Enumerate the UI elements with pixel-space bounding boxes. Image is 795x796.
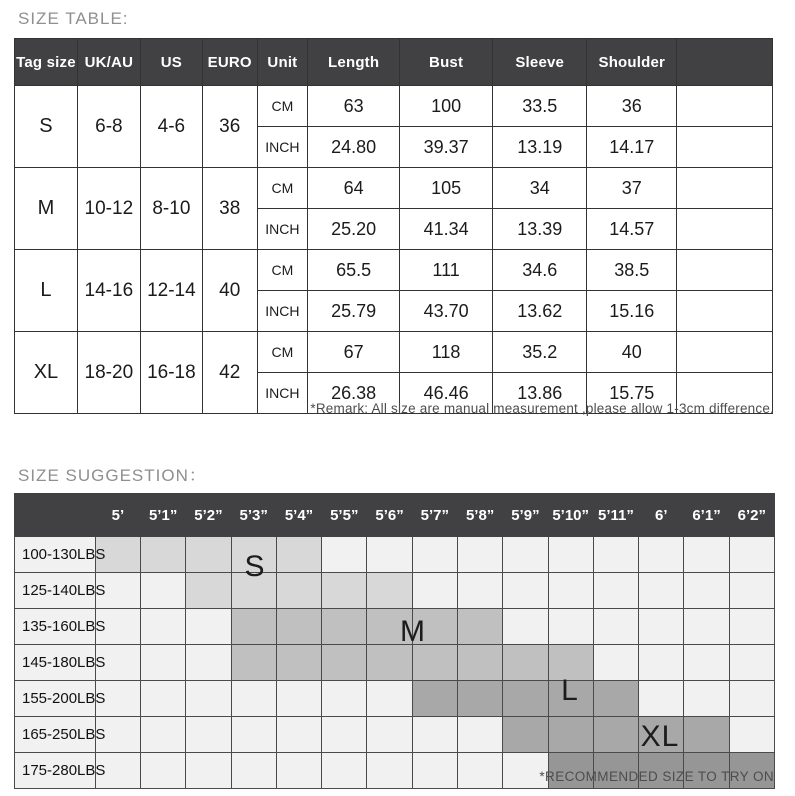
measurement-cell: 25.20	[308, 209, 400, 250]
empty-cell	[677, 168, 773, 209]
measurement-cell: 46.46	[400, 373, 493, 414]
empty-matrix-cell	[186, 645, 231, 681]
measurement-cell: 100	[400, 86, 493, 127]
size-table-column-header: Tag size	[15, 39, 78, 86]
size-region-cell-l	[503, 681, 548, 717]
measurement-cell: 14.57	[587, 209, 677, 250]
size-table-column-header: Shoulder	[587, 39, 677, 86]
measurement-cell: 13.39	[493, 209, 587, 250]
us-cell: 12-14	[140, 250, 202, 332]
empty-matrix-cell	[367, 537, 412, 573]
size-region-cell-m	[503, 645, 548, 681]
size-table-column-header: Sleeve	[493, 39, 587, 86]
empty-matrix-cell	[322, 717, 367, 753]
empty-matrix-cell	[231, 753, 276, 789]
size-region-cell-s	[367, 573, 412, 609]
suggestion-row	[15, 537, 775, 573]
weight-range-label: 100-130LBS	[15, 537, 96, 573]
empty-cell	[677, 127, 773, 168]
empty-matrix-cell	[729, 609, 774, 645]
empty-matrix-cell	[457, 537, 502, 573]
empty-matrix-cell	[367, 681, 412, 717]
size-suggestion-heading: SIZE SUGGESTION：	[18, 466, 207, 485]
empty-matrix-cell	[141, 609, 186, 645]
measurement-cell: 41.34	[400, 209, 493, 250]
size-region-cell-s	[276, 537, 321, 573]
suggestion-row	[15, 609, 775, 645]
height-column-header: 5’6”	[367, 494, 412, 537]
measurement-cell: 40	[587, 332, 677, 373]
size-region-cell-s	[276, 573, 321, 609]
size-table-heading: SIZE TABLE:	[18, 9, 129, 28]
empty-matrix-cell	[186, 681, 231, 717]
empty-cell	[677, 250, 773, 291]
measurement-cell: 39.37	[400, 127, 493, 168]
weight-range-label: 165-250LBS	[15, 717, 96, 753]
measurement-cell: 34.6	[493, 250, 587, 291]
weight-range-label: 135-160LBS	[15, 609, 96, 645]
empty-matrix-cell	[503, 537, 548, 573]
measurement-cell: 105	[400, 168, 493, 209]
empty-cell	[677, 86, 773, 127]
empty-matrix-cell	[412, 753, 457, 789]
measurement-cell: 118	[400, 332, 493, 373]
measurement-cell: 13.19	[493, 127, 587, 168]
empty-matrix-cell	[503, 609, 548, 645]
tag-size-cell: XL	[15, 332, 78, 414]
height-column-header: 5’7”	[412, 494, 457, 537]
empty-matrix-cell	[186, 717, 231, 753]
height-column-header: 5’3”	[231, 494, 276, 537]
measurement-cell: 15.16	[587, 291, 677, 332]
unit-cm-cell: CM	[257, 332, 308, 373]
size-region-cell-m	[367, 645, 412, 681]
empty-matrix-cell	[729, 573, 774, 609]
tag-size-cell: L	[15, 250, 78, 332]
size-table-column-header	[677, 39, 773, 86]
empty-matrix-cell	[639, 609, 684, 645]
measurement-cell: 111	[400, 250, 493, 291]
euro-cell: 42	[202, 332, 257, 414]
size-region-letter-xl: XL	[640, 720, 680, 753]
empty-matrix-cell	[457, 753, 502, 789]
euro-cell: 40	[202, 250, 257, 332]
measurement-cell: 13.86	[493, 373, 587, 414]
size-region-cell-m	[322, 645, 367, 681]
empty-matrix-cell	[412, 717, 457, 753]
empty-cell	[677, 291, 773, 332]
size-region-cell-l	[412, 681, 457, 717]
height-column-header: 5’	[95, 494, 140, 537]
size-region-cell-s	[322, 573, 367, 609]
measurement-cell: 65.5	[308, 250, 400, 291]
weight-range-label: 145-180LBS	[15, 645, 96, 681]
empty-matrix-cell	[548, 537, 593, 573]
measurement-cell: 15.75	[587, 373, 677, 414]
empty-matrix-cell	[729, 681, 774, 717]
suggestion-row	[15, 681, 775, 717]
empty-matrix-cell	[276, 681, 321, 717]
size-region-letter-m: M	[400, 615, 426, 648]
euro-cell: 36	[202, 86, 257, 168]
empty-matrix-cell	[412, 573, 457, 609]
empty-matrix-cell	[141, 645, 186, 681]
size-table-column-header: US	[140, 39, 202, 86]
empty-matrix-cell	[684, 609, 729, 645]
unit-cm-cell: CM	[257, 250, 308, 291]
unit-cm-cell: CM	[257, 86, 308, 127]
empty-matrix-cell	[141, 681, 186, 717]
size-region-cell-l	[548, 717, 593, 753]
uk-au-cell: 6-8	[77, 86, 140, 168]
height-column-header: 5’8”	[457, 494, 502, 537]
empty-matrix-cell	[141, 717, 186, 753]
size-region-cell-m	[276, 645, 321, 681]
size-region-cell-l	[503, 717, 548, 753]
size-region-cell-m	[231, 609, 276, 645]
empty-matrix-cell	[276, 717, 321, 753]
measurement-cell: 37	[587, 168, 677, 209]
measurement-cell: 26.38	[308, 373, 400, 414]
size-table-row	[15, 86, 773, 127]
measurement-cell: 33.5	[493, 86, 587, 127]
size-region-cell-s	[186, 573, 231, 609]
size-region-cell-s	[186, 537, 231, 573]
height-column-header: 5’10”	[548, 494, 593, 537]
empty-matrix-cell	[276, 753, 321, 789]
empty-matrix-cell	[231, 681, 276, 717]
size-table-column-header: Unit	[257, 39, 308, 86]
measurement-cell: 13.62	[493, 291, 587, 332]
remark-text: *Remark: All size are manual measurement ,please allow 1-3cm difference.	[310, 401, 774, 416]
empty-matrix-cell	[186, 753, 231, 789]
height-column-header: 6’	[639, 494, 684, 537]
us-cell: 4-6	[140, 86, 202, 168]
size-region-cell-l	[457, 681, 502, 717]
suggestion-row	[15, 645, 775, 681]
height-column-header: 5’2”	[186, 494, 231, 537]
measurement-cell: 34	[493, 168, 587, 209]
measurement-cell: 25.79	[308, 291, 400, 332]
empty-matrix-cell	[367, 717, 412, 753]
size-table-row	[15, 250, 773, 291]
corner-header-cell	[15, 494, 96, 537]
measurement-cell: 36	[587, 86, 677, 127]
empty-matrix-cell	[457, 573, 502, 609]
size-region-cell-l	[684, 717, 729, 753]
empty-matrix-cell	[457, 717, 502, 753]
size-table-row	[15, 332, 773, 373]
empty-cell	[677, 209, 773, 250]
empty-matrix-cell	[231, 717, 276, 753]
empty-matrix-cell	[186, 609, 231, 645]
empty-matrix-cell	[729, 717, 774, 753]
size-region-letter-s: S	[244, 550, 266, 583]
measurement-cell: 35.2	[493, 332, 587, 373]
size-region-cell-m	[457, 645, 502, 681]
height-column-header: 5’4”	[276, 494, 321, 537]
tag-size-cell: M	[15, 168, 78, 250]
height-column-header: 6’2”	[729, 494, 774, 537]
weight-range-label: 175-280LBS	[15, 753, 96, 789]
unit-inch-cell: INCH	[257, 209, 308, 250]
empty-matrix-cell	[639, 573, 684, 609]
uk-au-cell: 10-12	[77, 168, 140, 250]
empty-matrix-cell	[322, 681, 367, 717]
measurement-cell: 24.80	[308, 127, 400, 168]
suggestion-header-row	[15, 494, 775, 537]
size-region-cell-s	[141, 537, 186, 573]
uk-au-cell: 14-16	[77, 250, 140, 332]
size-region-cell-m	[457, 609, 502, 645]
height-column-header: 5’11”	[593, 494, 638, 537]
height-column-header: 6’1”	[684, 494, 729, 537]
uk-au-cell: 18-20	[77, 332, 140, 414]
size-region-cell-m	[322, 609, 367, 645]
euro-cell: 38	[202, 168, 257, 250]
unit-cm-cell: CM	[257, 168, 308, 209]
unit-inch-cell: INCH	[257, 291, 308, 332]
empty-matrix-cell	[322, 753, 367, 789]
empty-matrix-cell	[412, 537, 457, 573]
empty-matrix-cell	[684, 537, 729, 573]
size-table-body	[15, 86, 773, 414]
empty-matrix-cell	[639, 645, 684, 681]
empty-matrix-cell	[684, 645, 729, 681]
us-cell: 8-10	[140, 168, 202, 250]
measurement-cell: 38.5	[587, 250, 677, 291]
height-column-header: 5’9”	[503, 494, 548, 537]
size-table-column-header: UK/AU	[77, 39, 140, 86]
measurement-cell: 64	[308, 168, 400, 209]
measurement-cell: 43.70	[400, 291, 493, 332]
empty-matrix-cell	[729, 645, 774, 681]
size-region-cell-l	[593, 717, 638, 753]
size-region-cell-m	[276, 609, 321, 645]
size-region-letter-l: L	[561, 674, 579, 707]
suggestion-row	[15, 573, 775, 609]
size-region-cell-m	[231, 645, 276, 681]
size-table-column-header: EURO	[202, 39, 257, 86]
size-table-header-row	[15, 39, 773, 86]
us-cell: 16-18	[140, 332, 202, 414]
weight-range-label: 155-200LBS	[15, 681, 96, 717]
size-region-cell-l	[593, 681, 638, 717]
height-column-header: 5’5”	[322, 494, 367, 537]
measurement-cell: 63	[308, 86, 400, 127]
height-column-header: 5’1”	[141, 494, 186, 537]
empty-matrix-cell	[639, 681, 684, 717]
empty-matrix-cell	[322, 537, 367, 573]
empty-matrix-cell	[593, 573, 638, 609]
empty-matrix-cell	[548, 573, 593, 609]
empty-matrix-cell	[367, 753, 412, 789]
size-table-column-header: Bust	[400, 39, 493, 86]
unit-inch-cell: INCH	[257, 373, 308, 414]
measurement-cell: 14.17	[587, 127, 677, 168]
unit-inch-cell: INCH	[257, 127, 308, 168]
measurement-cell: 67	[308, 332, 400, 373]
weight-range-label: 125-140LBS	[15, 573, 96, 609]
empty-matrix-cell	[593, 645, 638, 681]
size-table	[14, 38, 773, 414]
size-region-cell-m	[412, 645, 457, 681]
empty-cell	[677, 332, 773, 373]
empty-matrix-cell	[729, 537, 774, 573]
empty-matrix-cell	[684, 573, 729, 609]
empty-matrix-cell	[503, 573, 548, 609]
empty-matrix-cell	[639, 537, 684, 573]
empty-matrix-cell	[548, 609, 593, 645]
empty-matrix-cell	[141, 753, 186, 789]
size-table-row	[15, 168, 773, 209]
size-table-column-header: Length	[308, 39, 400, 86]
tag-size-cell: S	[15, 86, 78, 168]
recommended-size-footnote: *RECOMMENDED SIZE TO TRY ON	[539, 769, 774, 784]
empty-matrix-cell	[593, 537, 638, 573]
empty-matrix-cell	[141, 573, 186, 609]
empty-matrix-cell	[684, 681, 729, 717]
empty-matrix-cell	[593, 609, 638, 645]
